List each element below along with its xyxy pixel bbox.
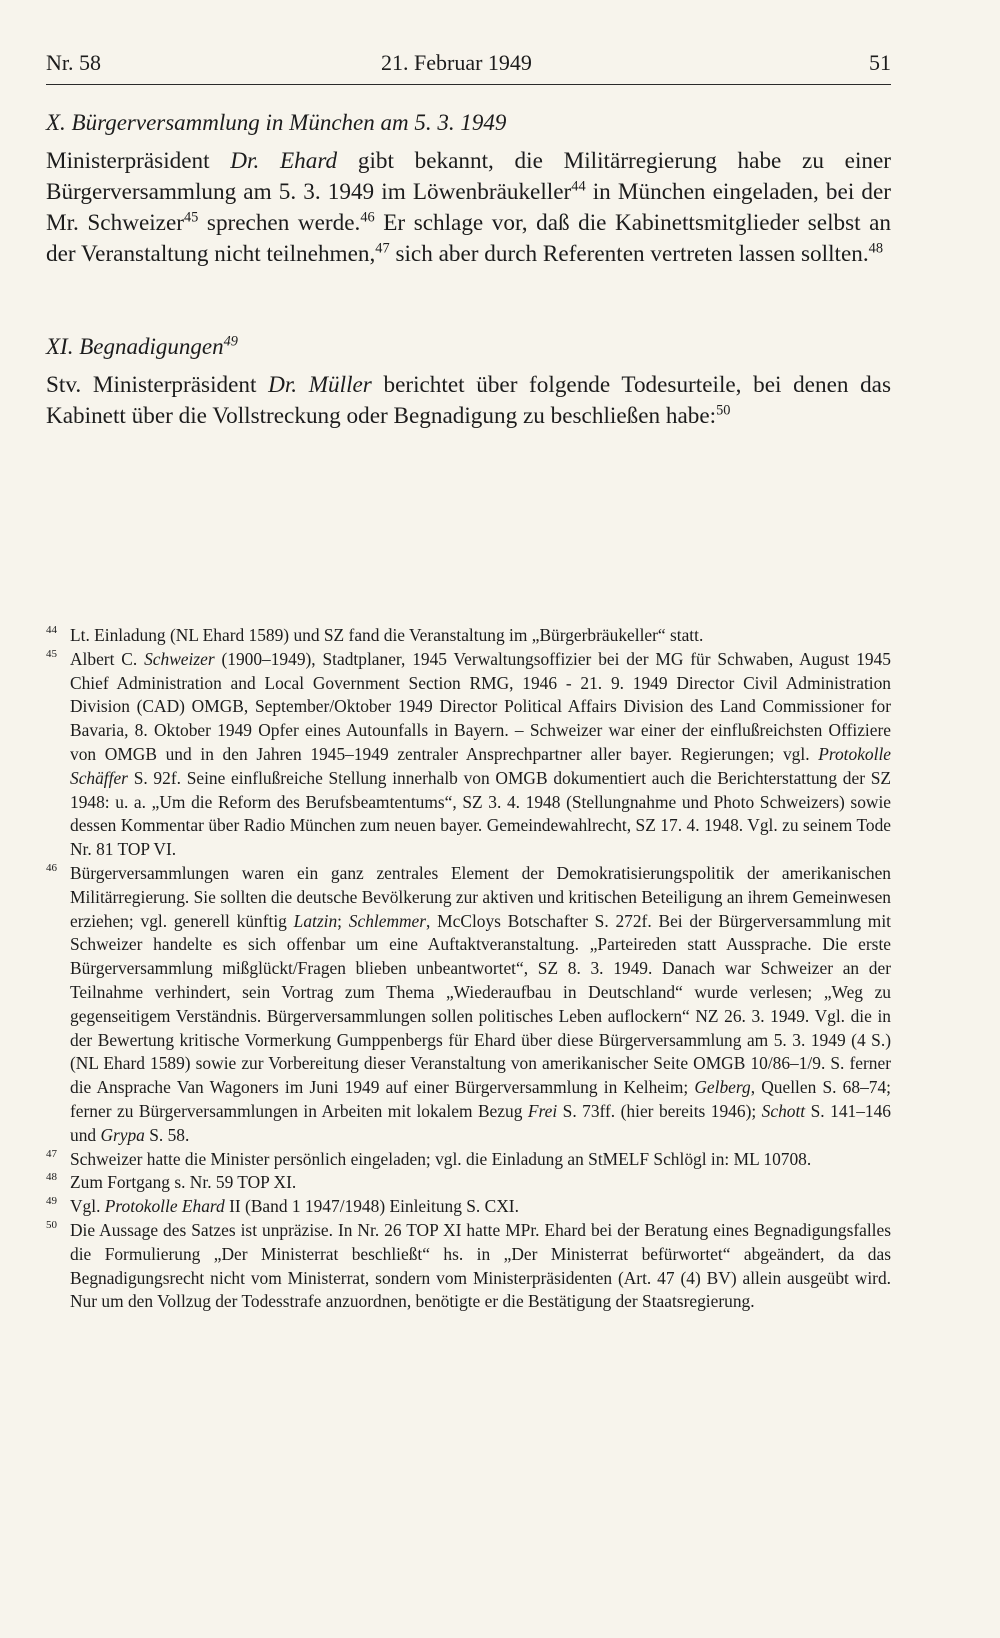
footnote-47 bbox=[46, 1148, 891, 1172]
section-xi-paragraph: Stv. Ministerpräsident Dr. Müller berichtet über folgende Todesurteile, bei denen das Kabinett über die Vollstreckung oder Begnadigung zu beschließen habe:$^{50}$ bbox=[46, 372, 891, 429]
footnote-text: Lt. Einladung (NL Ehard 1589) und SZ fand die Veranstaltung im „Bürgerbräukeller“ statt. bbox=[70, 625, 704, 645]
footnote-ref-46[interactable]: 46 bbox=[360, 209, 375, 226]
document-number: Nr. 58 bbox=[46, 50, 101, 75]
section-title-x: X. Bürgerversammlung in München am 5. 3. 1949 bbox=[46, 110, 507, 135]
footnote-number: 44 bbox=[46, 624, 57, 636]
footnote-number: 46 bbox=[46, 861, 57, 874]
page-header bbox=[46, 50, 891, 80]
footnote-ref-50[interactable]: 50 bbox=[716, 402, 731, 419]
footnote-49 bbox=[46, 1195, 891, 1219]
footnote-48 bbox=[46, 1171, 891, 1195]
footnote-text: Bürgerversammlungen waren ein ganz zentrales Element der Demokratisierungspolitik der amerikanischen Militärregierung. Sie sollten die deutsche Bevölkerung zur aktiven und kritischen Beteiligung an ihrem Gemeinwesen erziehen; vgl. generell künftig Latzin; Schlemmer, McCloys Botschafter S. 272f. Bei der Bürgerversammlung mit Schweizer handelte es sich offenbar um eine Auftaktveranstaltung. „Parteireden statt Aussprache. Die erste Bürgerversammlung mißglückt/Fragen blieben unbeantwortet“, SZ 8. 3. 1949. Danach war Schweizer an der Teilnahme verhindert, sein Vortrag zum Thema „Wiederaufbau in Deutschland“ wurde verlesen; „Weg zu gegenseitigem Verständnis. Bürgerversammlungen sollen politisches Leben auflockern“ NZ 26. 3. 1949. Vgl. die in der Bewertung kritische Vormerkung Gumppenbergs für Ehard über diese Bürgerversammlung am 5. 3. 1949 (4 S.) (NL Ehard 1589) sowie zur Vorbereitung dieser Veranstaltung von amerikanischer Seite OMGB 10/86–1/9. S. ferner die Ansprache Van Wagoners im Juni 1949 auf einer Bürgerversammlung in Kelheim; Gelberg, Quellen S. 68–74; ferner zu Bürgerversammlungen in Arbeiten mit lokalem Bezug Frei S. 73ff. (hier bereits 1946); Schott S. 141–146 und Grypa S. 58. bbox=[70, 862, 892, 1145]
footnote-text: Vgl. Protokolle Ehard II (Band 1 1947/1948) Einleitung S. CXI. bbox=[70, 1196, 519, 1217]
footnote-ref-49[interactable]: 49 bbox=[223, 333, 238, 350]
footnote-ref-47[interactable]: 47 bbox=[375, 240, 390, 257]
footnote-number: 48 bbox=[46, 1171, 57, 1184]
footnote-number: 49 bbox=[46, 1195, 57, 1208]
person-name-ehard: Dr. Ehard bbox=[230, 148, 338, 174]
footnote-46 bbox=[46, 862, 891, 1148]
document-date: 21. Februar 1949 bbox=[381, 50, 532, 75]
footnote-text: Albert C. Schweizer (1900–1949), Stadtplaner, 1945 Verwaltungsoffizier bei der MG für Schwaben, August 1945 Chief Administration and Local Government Section RMG, 1946 - 21. 9. 1949 Director Civil Administration Division (CAD) OMGB, September/Oktober 1949 Director Political Affairs Division des Land Commissioner for Bavaria, 8. Oktober 1949 Opfer eines Autounfalls in Bayern. – Schweizer war einer der einflußreichsten Offiziere von OMGB und in den Jahren 1945–1949 zentraler Ansprechpartner aller bayer. Regierungen; vgl. Protokolle Schäffer S. 92f. Seine einflußreiche Stellung innerhalb von OMGB dokumentiert auch die Berichterstattung der SZ 1948: u. a. „Um die Reform des Berufsbeamtentums“, SZ 3. 4. 1948 (Stellungnahme und Photo Schweizers) sowie dessen Kommentar über Radio München zum neuen bayer. Gemeindewahlrecht, SZ 17. 4. 1948. Vgl. zu seinem Tode Nr. 81 TOP VI. bbox=[70, 648, 891, 860]
footnote-ref-45[interactable]: 45 bbox=[183, 209, 199, 226]
footnote-number: 47 bbox=[46, 1147, 57, 1160]
page-number: 51 bbox=[869, 50, 891, 75]
footnote-text: Zum Fortgang s. Nr. 59 TOP XI. bbox=[70, 1172, 297, 1193]
header-rule bbox=[46, 84, 891, 85]
footnotes bbox=[46, 624, 891, 1314]
footnote-ref-48[interactable]: 48 bbox=[868, 240, 884, 257]
footnote-number: 45 bbox=[46, 647, 57, 660]
footnote-50 bbox=[46, 1219, 891, 1314]
footnote-45 bbox=[46, 648, 891, 862]
footnote-ref-44[interactable]: 44 bbox=[571, 178, 586, 195]
section-x-paragraph: Ministerpräsident Dr. Ehard gibt bekannt, die Militärregierung habe zu einer Bürgerversammlung am 5. 3. 1949 im Löwenbräukeller$^{44}$ in München eingeladen, bei der Mr. Schweizer$^{45}$ sprechen werde.$^{46}$ Er schlage vor, daß die Kabinettsmitglieder selbst an der Veranstaltung nicht teilnehmen,$^{47}$ sich aber durch Referenten vertreten lassen sollten.$^{48}$ bbox=[46, 148, 892, 267]
footnote-number: 50 bbox=[46, 1218, 57, 1231]
footnote-text: Die Aussage des Satzes ist unpräzise. In Nr. 26 TOP XI hatte MPr. Ehard bei der Beratung eines Begnadigungsfalles die Formulierung „Der Ministerrat beschließt“ hs. in „Der Ministerrat befürwortet“ abgeändert, da das Begnadigungsrecht nicht vom Ministerrat, sondern vom Ministerpräsidenten (Art. 47 (4) BV) allein ausgeübt wird. Nur um den Vollzug der Todesstrafe anzuordnen, benötigte er die Bestätigung der Staatsregierung. bbox=[70, 1219, 891, 1312]
section-title-xi: XI. Begnadigungen$^{49}$ bbox=[46, 333, 238, 359]
footnote-44 bbox=[46, 624, 891, 648]
person-name-mueller: Dr. Müller bbox=[268, 372, 372, 398]
footnote-text: Schweizer hatte die Minister persönlich eingeladen; vgl. die Einladung an StMELF Schlögl in: ML 10708. bbox=[70, 1148, 812, 1169]
